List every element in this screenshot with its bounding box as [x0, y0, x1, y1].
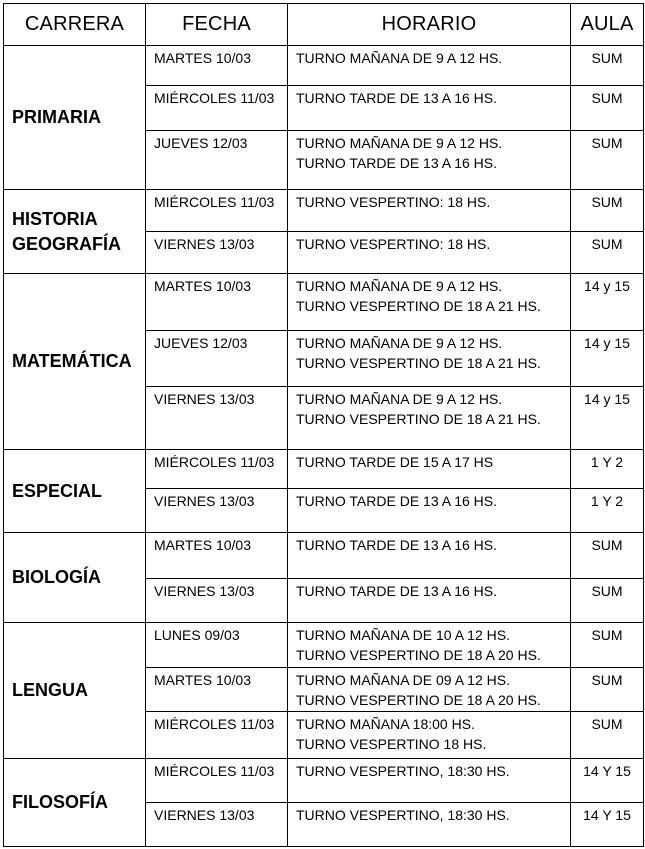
horario-cell [288, 759, 571, 803]
horario-cell [288, 131, 571, 190]
aula-cell: 14 y 15 [571, 274, 644, 331]
horario-line: TURNO TARDE DE 13 A 16 HS. [296, 155, 497, 171]
fecha-cell: JUEVES 12/03 [146, 331, 288, 387]
fecha-cell: MIÉRCOLES 11/03 [146, 450, 288, 489]
horario-line: TURNO MAÑANA DE 10 A 12 HS. [296, 627, 510, 643]
horario-cell [288, 803, 571, 847]
header-carrera: CARRERA [4, 4, 146, 46]
horario-cell [288, 450, 571, 489]
carrera-cell [4, 190, 146, 274]
schedule-table [3, 3, 644, 847]
horario-cell [288, 533, 571, 579]
horario-line: TURNO TARDE DE 13 A 16 HS. [296, 493, 497, 509]
carrera-label: ESPECIAL [12, 480, 103, 501]
horario-line: TURNO MAÑANA DE 9 A 12 HS. [296, 391, 503, 407]
fecha-cell: VIERNES 13/03 [146, 579, 288, 623]
carrera-cell [4, 450, 146, 533]
horario-line: TURNO VESPERTINO DE 18 A 20 HS. [296, 692, 541, 708]
horario-line: TURNO VESPERTINO, 18:30 HS. [296, 763, 510, 779]
aula-cell: SUM [571, 623, 644, 668]
horario-line: TURNO VESPERTINO DE 18 A 21 HS. [296, 355, 541, 371]
horario-line: TURNO MAÑANA DE 9 A 12 HS. [296, 50, 503, 66]
fecha-cell: VIERNES 13/03 [146, 803, 288, 847]
horario-line: TURNO MAÑANA DE 9 A 12 HS. [296, 335, 503, 351]
horario-line: TURNO MAÑANA 18:00 HS. [296, 716, 475, 732]
aula-cell: SUM [571, 668, 644, 712]
horario-line: TURNO MAÑANA DE 9 A 12 HS. [296, 278, 503, 294]
horario-cell [288, 712, 571, 759]
horario-line: TURNO TARDE DE 13 A 16 HS. [296, 90, 497, 106]
aula-cell: 14 y 15 [571, 387, 644, 450]
aula-cell: SUM [571, 131, 644, 190]
aula-cell: 1 Y 2 [571, 450, 644, 489]
fecha-cell: VIERNES 13/03 [146, 387, 288, 450]
horario-cell [288, 86, 571, 131]
fecha-cell: MARTES 10/03 [146, 46, 288, 86]
table-row [4, 46, 644, 86]
horario-cell [288, 668, 571, 712]
horario-line: TURNO VESPERTINO 18 HS. [296, 736, 487, 752]
horario-line: TURNO TARDE DE 13 A 16 HS. [296, 537, 497, 553]
header-aula: AULA [571, 4, 644, 46]
table-row [4, 533, 644, 579]
table-row [4, 450, 644, 489]
horario-cell [288, 623, 571, 668]
fecha-cell: LUNES 09/03 [146, 623, 288, 668]
horario-cell [288, 190, 571, 232]
fecha-cell: MARTES 10/03 [146, 274, 288, 331]
carrera-label: PRIMARIA [12, 107, 101, 127]
horario-cell [288, 46, 571, 86]
aula-cell: SUM [571, 190, 644, 232]
fecha-cell: VIERNES 13/03 [146, 489, 288, 533]
horario-line: TURNO TARDE DE 15 A 17 HS [296, 454, 494, 470]
header-row [4, 4, 644, 46]
schedule-body [4, 46, 644, 847]
carrera-label: GEOGRAFÍA [12, 233, 122, 254]
horario-line: TURNO TARDE DE 13 A 16 HS. [296, 583, 497, 599]
carrera-label: BIOLOGÍA [12, 567, 101, 587]
aula-cell: 14 y 15 [571, 331, 644, 387]
header-fecha: FECHA [146, 4, 288, 46]
horario-cell [288, 232, 571, 274]
horario-line: TURNO VESPERTINO, 18:30 HS. [296, 807, 510, 823]
fecha-cell: MIÉRCOLES 11/03 [146, 86, 288, 131]
header-horario: HORARIO [288, 4, 571, 46]
horario-line: TURNO VESPERTINO: 18 HS. [296, 194, 491, 210]
table-row [4, 274, 644, 331]
table-row [4, 190, 644, 232]
horario-cell [288, 579, 571, 623]
carrera-cell [4, 274, 146, 450]
horario-line: TURNO VESPERTINO DE 18 A 20 HS. [296, 647, 541, 663]
carrera-label: FILOSOFÍA [12, 792, 108, 812]
carrera-cell [4, 533, 146, 623]
carrera-cell [4, 623, 146, 759]
fecha-cell: MIÉRCOLES 11/03 [146, 190, 288, 232]
horario-cell [288, 489, 571, 533]
horario-line: TURNO MAÑANA DE 9 A 12 HS. [296, 135, 503, 151]
aula-cell: 14 Y 15 [571, 803, 644, 847]
horario-line: TURNO VESPERTINO DE 18 A 21 HS. [296, 411, 541, 427]
horario-line: TURNO VESPERTINO: 18 HS. [296, 236, 491, 252]
horario-line: TURNO VESPERTINO DE 18 A 21 HS. [296, 298, 541, 314]
aula-cell: SUM [571, 712, 644, 759]
aula-cell: SUM [571, 86, 644, 131]
fecha-cell: MIÉRCOLES 11/03 [146, 759, 288, 803]
aula-cell: SUM [571, 533, 644, 579]
aula-cell: 14 Y 15 [571, 759, 644, 803]
horario-cell [288, 274, 571, 331]
fecha-cell: MARTES 10/03 [146, 533, 288, 579]
fecha-cell: MIÉRCOLES 11/03 [146, 712, 288, 759]
aula-cell: SUM [571, 46, 644, 86]
aula-cell: SUM [571, 232, 644, 274]
horario-line: TURNO MAÑANA DE 09 A 12 HS. [296, 672, 510, 688]
carrera-cell [4, 46, 146, 190]
carrera-label: HISTORIA [12, 208, 98, 229]
aula-cell: 1 Y 2 [571, 489, 644, 533]
carrera-label: LENGUA [12, 680, 88, 700]
fecha-cell: VIERNES 13/03 [146, 232, 288, 274]
table-row [4, 759, 644, 803]
horario-cell [288, 331, 571, 387]
fecha-cell: MARTES 10/03 [146, 668, 288, 712]
carrera-cell [4, 759, 146, 847]
fecha-cell: JUEVES 12/03 [146, 131, 288, 190]
aula-cell: SUM [571, 579, 644, 623]
horario-cell [288, 387, 571, 450]
table-row [4, 623, 644, 668]
carrera-label: MATEMÁTICA [12, 351, 132, 371]
